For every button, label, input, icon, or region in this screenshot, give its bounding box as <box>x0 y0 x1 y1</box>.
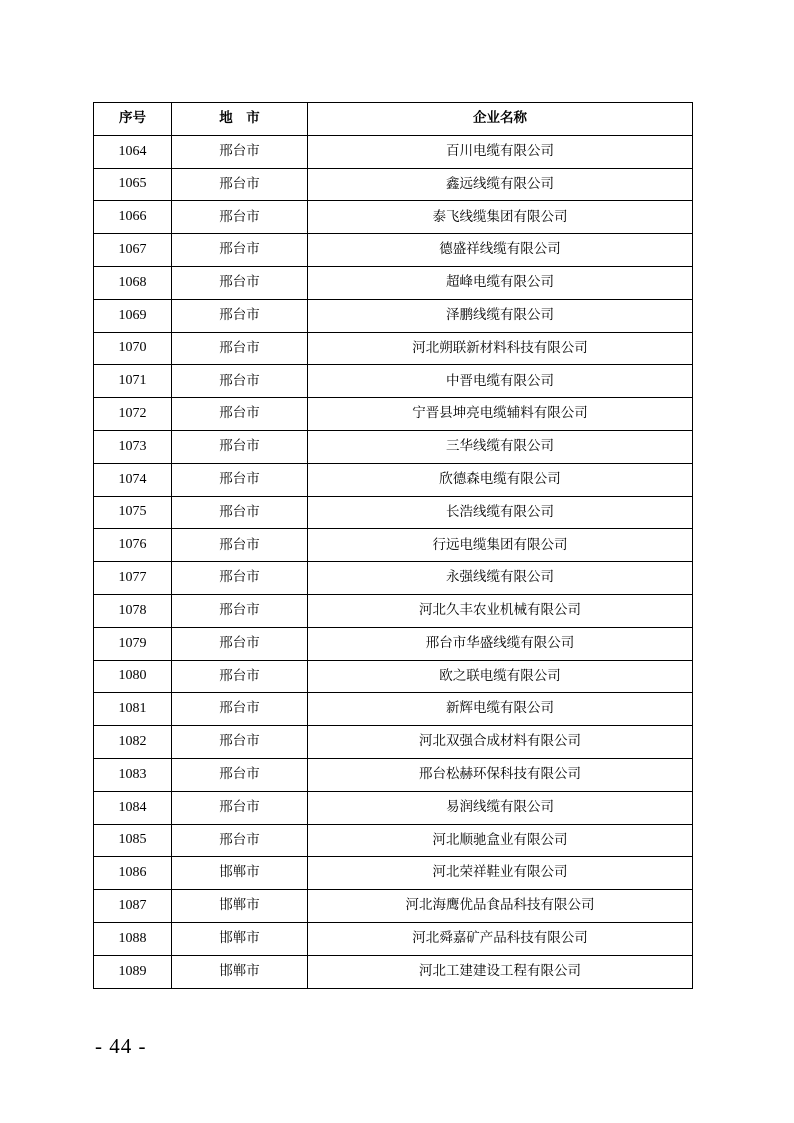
cell-serial-number: 1064 <box>94 135 172 168</box>
page-number: - 44 - <box>95 1034 147 1058</box>
cell-company-name: 鑫远线缆有限公司 <box>308 168 693 201</box>
header-serial-number: 序号 <box>94 103 172 136</box>
table-row <box>94 857 693 890</box>
table-header-row <box>94 103 693 136</box>
cell-company-name: 长浩线缆有限公司 <box>308 496 693 529</box>
table-row <box>94 922 693 955</box>
table-row <box>94 201 693 234</box>
cell-city: 邢台市 <box>172 266 308 299</box>
cell-city: 邢台市 <box>172 660 308 693</box>
table-row <box>94 758 693 791</box>
table-row <box>94 430 693 463</box>
table-row <box>94 627 693 660</box>
table-row <box>94 168 693 201</box>
cell-city: 邢台市 <box>172 332 308 365</box>
cell-company-name: 中晋电缆有限公司 <box>308 365 693 398</box>
cell-city: 邢台市 <box>172 791 308 824</box>
cell-company-name: 河北工建建设工程有限公司 <box>308 955 693 988</box>
cell-city: 邢台市 <box>172 234 308 267</box>
cell-city: 邢台市 <box>172 594 308 627</box>
cell-serial-number: 1084 <box>94 791 172 824</box>
table-row <box>94 660 693 693</box>
cell-company-name: 德盛祥线缆有限公司 <box>308 234 693 267</box>
cell-city: 邯郸市 <box>172 857 308 890</box>
cell-city: 邢台市 <box>172 758 308 791</box>
cell-company-name: 河北舜嘉矿产品科技有限公司 <box>308 922 693 955</box>
cell-company-name: 永强线缆有限公司 <box>308 562 693 595</box>
cell-serial-number: 1079 <box>94 627 172 660</box>
cell-serial-number: 1086 <box>94 857 172 890</box>
cell-company-name: 行远电缆集团有限公司 <box>308 529 693 562</box>
cell-city: 邯郸市 <box>172 890 308 923</box>
cell-company-name: 河北双强合成材料有限公司 <box>308 726 693 759</box>
cell-city: 邢台市 <box>172 463 308 496</box>
table-row <box>94 496 693 529</box>
cell-serial-number: 1073 <box>94 430 172 463</box>
cell-company-name: 超峰电缆有限公司 <box>308 266 693 299</box>
cell-city: 邢台市 <box>172 201 308 234</box>
cell-serial-number: 1074 <box>94 463 172 496</box>
table-row <box>94 890 693 923</box>
header-company-name: 企业名称 <box>308 103 693 136</box>
enterprise-table <box>93 102 693 989</box>
cell-serial-number: 1080 <box>94 660 172 693</box>
cell-serial-number: 1085 <box>94 824 172 857</box>
cell-city: 邢台市 <box>172 168 308 201</box>
cell-company-name: 泽鹏线缆有限公司 <box>308 299 693 332</box>
cell-serial-number: 1068 <box>94 266 172 299</box>
cell-serial-number: 1066 <box>94 201 172 234</box>
table-row <box>94 135 693 168</box>
cell-company-name: 欧之联电缆有限公司 <box>308 660 693 693</box>
cell-serial-number: 1087 <box>94 890 172 923</box>
table-row <box>94 332 693 365</box>
cell-city: 邢台市 <box>172 562 308 595</box>
cell-serial-number: 1071 <box>94 365 172 398</box>
cell-serial-number: 1072 <box>94 398 172 431</box>
table-row <box>94 824 693 857</box>
cell-serial-number: 1065 <box>94 168 172 201</box>
table-row <box>94 365 693 398</box>
cell-city: 邢台市 <box>172 365 308 398</box>
table-row <box>94 266 693 299</box>
table-row <box>94 299 693 332</box>
cell-serial-number: 1075 <box>94 496 172 529</box>
table-row <box>94 398 693 431</box>
cell-city: 邢台市 <box>172 496 308 529</box>
cell-company-name: 邢台市华盛线缆有限公司 <box>308 627 693 660</box>
table-row <box>94 562 693 595</box>
cell-serial-number: 1082 <box>94 726 172 759</box>
table-row <box>94 693 693 726</box>
cell-company-name: 三华线缆有限公司 <box>308 430 693 463</box>
table-row <box>94 955 693 988</box>
cell-city: 邢台市 <box>172 299 308 332</box>
table-row <box>94 594 693 627</box>
cell-serial-number: 1067 <box>94 234 172 267</box>
cell-company-name: 泰飞线缆集团有限公司 <box>308 201 693 234</box>
cell-city: 邢台市 <box>172 824 308 857</box>
header-city: 地 市 <box>172 103 308 136</box>
cell-city: 邢台市 <box>172 627 308 660</box>
cell-company-name: 易润线缆有限公司 <box>308 791 693 824</box>
cell-company-name: 河北顺驰盒业有限公司 <box>308 824 693 857</box>
cell-city: 邢台市 <box>172 430 308 463</box>
cell-company-name: 百川电缆有限公司 <box>308 135 693 168</box>
cell-company-name: 新辉电缆有限公司 <box>308 693 693 726</box>
cell-city: 邢台市 <box>172 529 308 562</box>
cell-serial-number: 1070 <box>94 332 172 365</box>
cell-serial-number: 1083 <box>94 758 172 791</box>
cell-company-name: 河北海鹰优品食品科技有限公司 <box>308 890 693 923</box>
cell-city: 邯郸市 <box>172 922 308 955</box>
table-row <box>94 791 693 824</box>
table-row <box>94 529 693 562</box>
cell-company-name: 邢台松赫环保科技有限公司 <box>308 758 693 791</box>
cell-city: 邢台市 <box>172 693 308 726</box>
cell-serial-number: 1069 <box>94 299 172 332</box>
cell-serial-number: 1077 <box>94 562 172 595</box>
cell-city: 邢台市 <box>172 398 308 431</box>
cell-city: 邢台市 <box>172 135 308 168</box>
cell-serial-number: 1076 <box>94 529 172 562</box>
table-row <box>94 463 693 496</box>
cell-company-name: 河北朔联新材料科技有限公司 <box>308 332 693 365</box>
cell-company-name: 河北久丰农业机械有限公司 <box>308 594 693 627</box>
cell-serial-number: 1088 <box>94 922 172 955</box>
cell-serial-number: 1078 <box>94 594 172 627</box>
cell-serial-number: 1089 <box>94 955 172 988</box>
cell-city: 邯郸市 <box>172 955 308 988</box>
cell-company-name: 欣德森电缆有限公司 <box>308 463 693 496</box>
cell-city: 邢台市 <box>172 726 308 759</box>
cell-company-name: 宁晋县坤亮电缆辅料有限公司 <box>308 398 693 431</box>
table-row <box>94 234 693 267</box>
table-row <box>94 726 693 759</box>
cell-company-name: 河北荣祥鞋业有限公司 <box>308 857 693 890</box>
cell-serial-number: 1081 <box>94 693 172 726</box>
